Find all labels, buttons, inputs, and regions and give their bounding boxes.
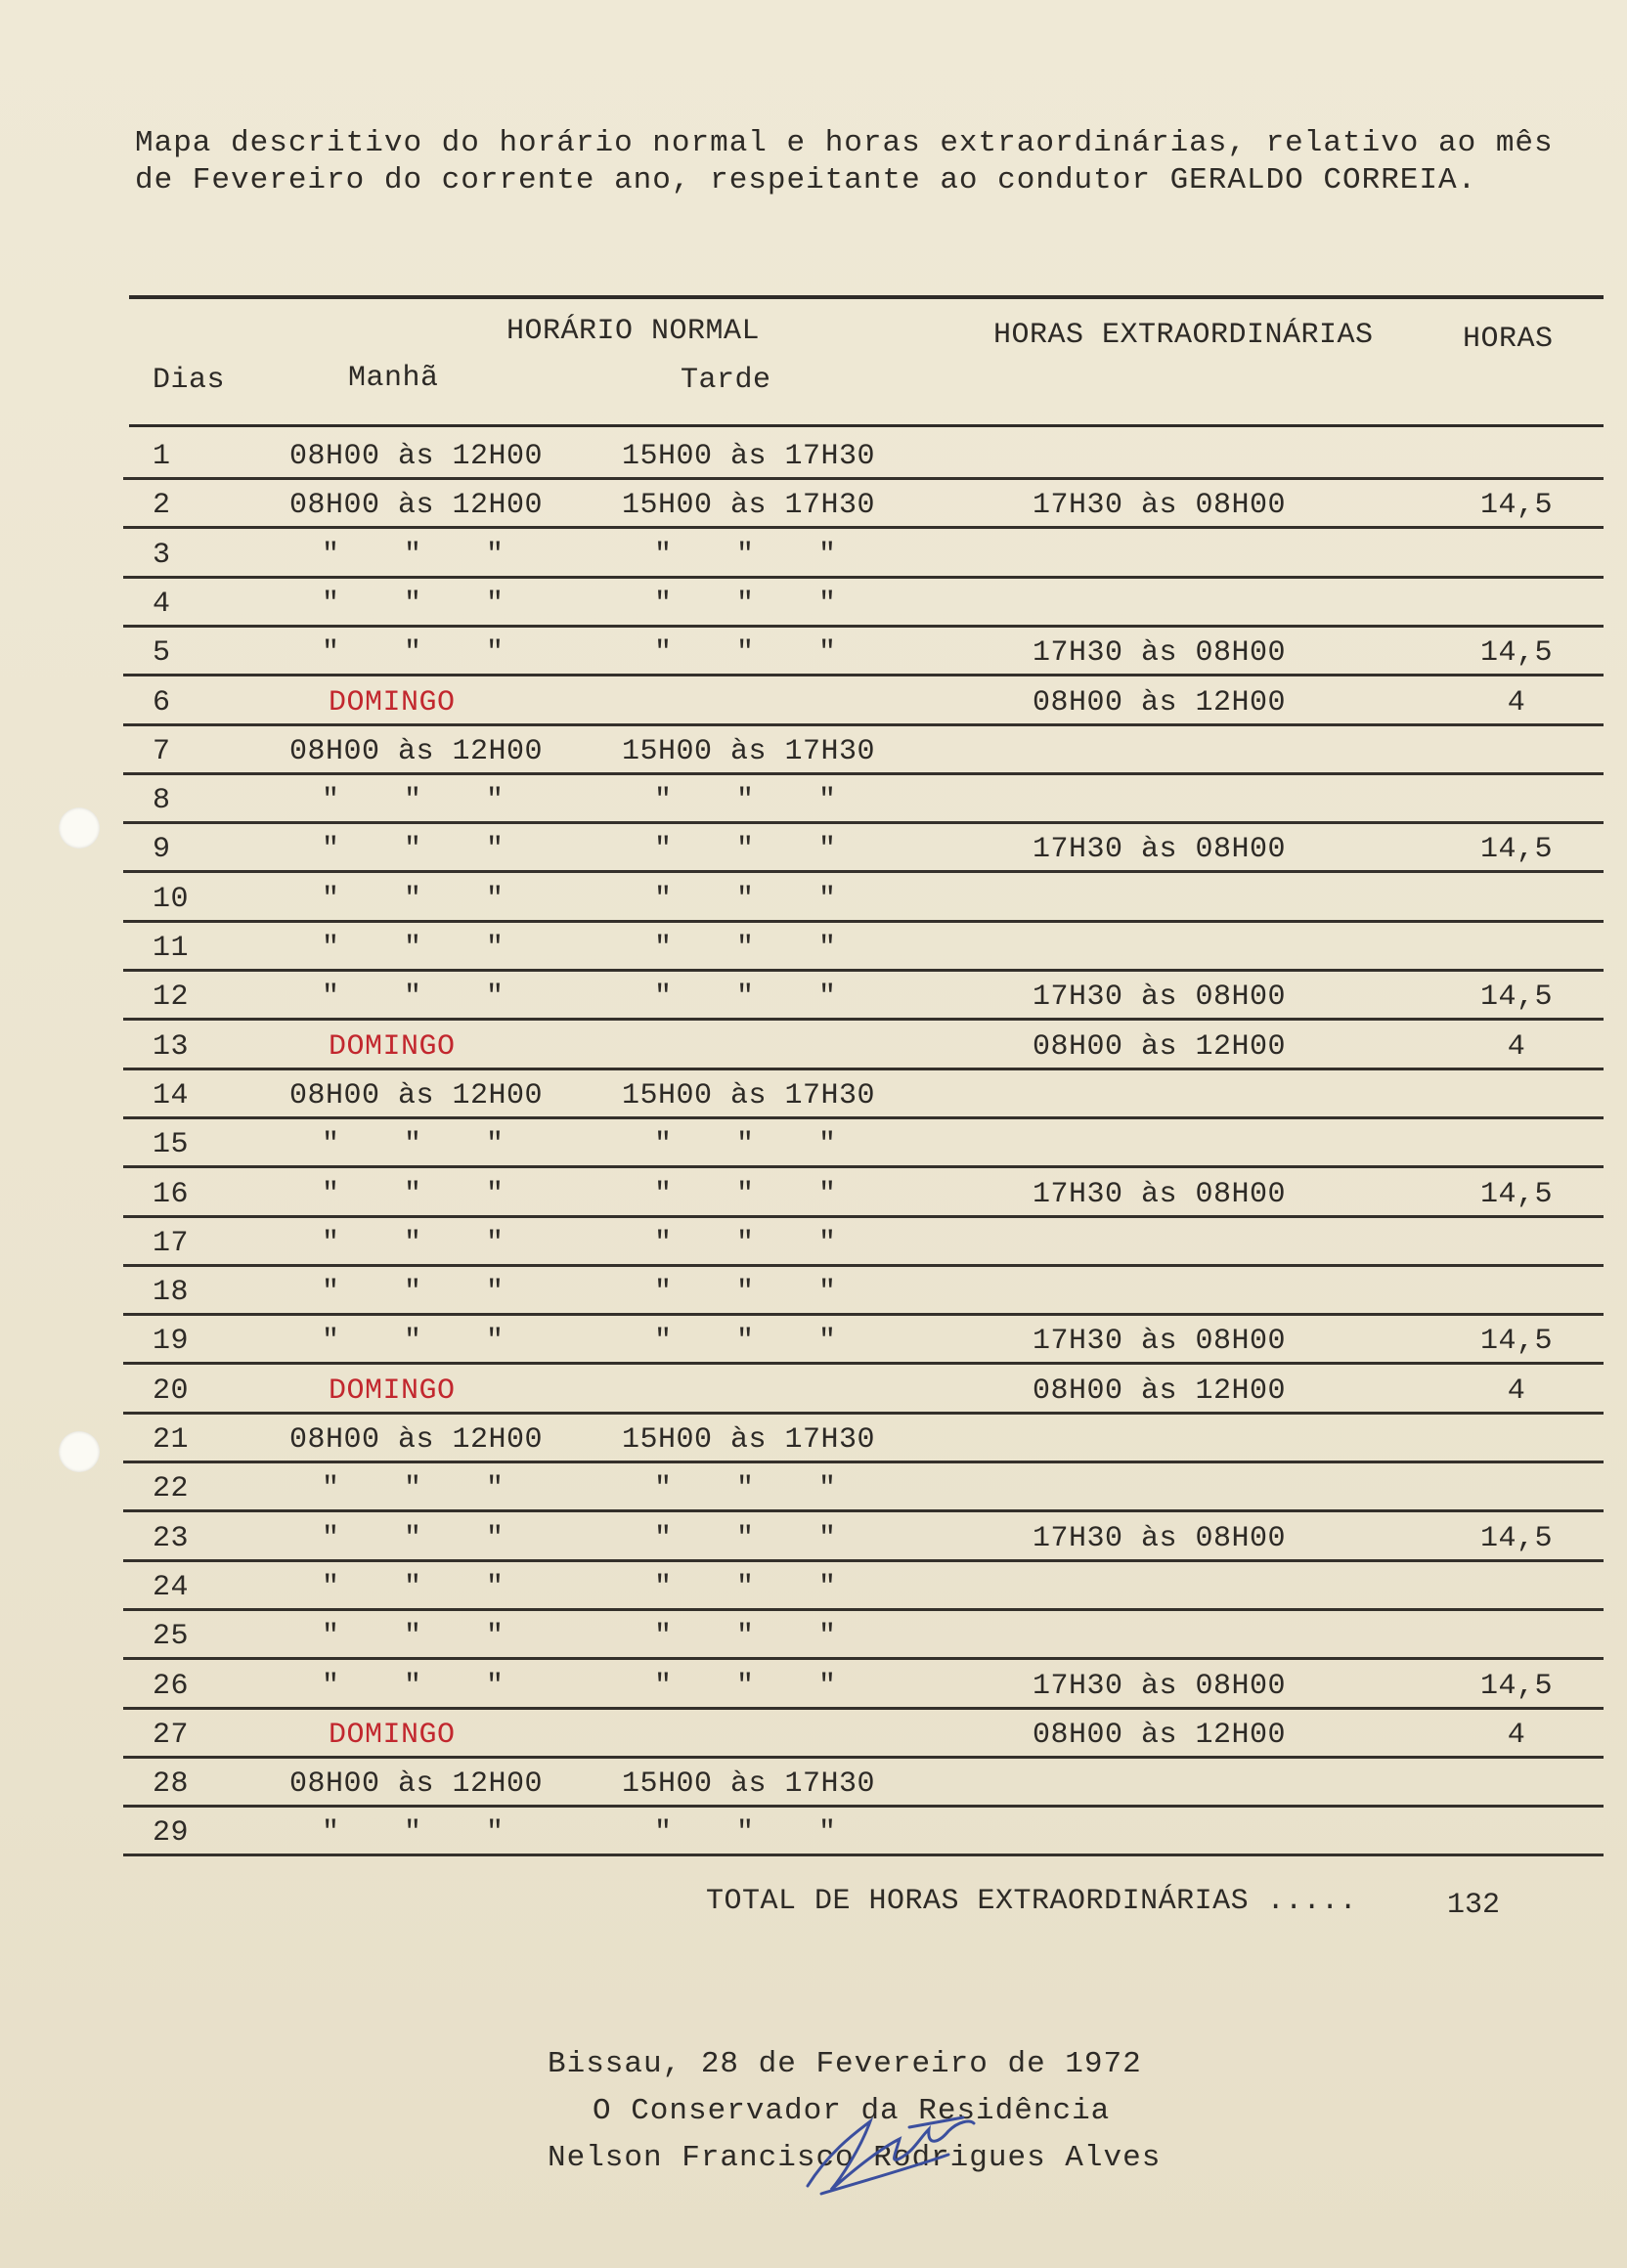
table-row: [123, 1264, 1604, 1316]
ditto-mark: ": [485, 1226, 504, 1260]
ditto-mark: ": [817, 882, 836, 916]
ditto-mark: ": [403, 1816, 421, 1851]
ditto-mark: ": [403, 784, 421, 818]
row-extra-hours: 17H30 às 08H00: [1033, 833, 1287, 867]
ditto-mark: ": [735, 636, 754, 671]
row-day: 14: [153, 1078, 190, 1112]
ditto-mark: ": [817, 636, 836, 671]
row-morning: 08H00 às 12H00: [289, 1423, 544, 1457]
row-day: 16: [153, 1177, 190, 1211]
row-hours-count: 14,5: [1479, 981, 1553, 1015]
row-hours-count: 14,5: [1479, 636, 1553, 671]
table-row: [123, 821, 1604, 873]
header-horas-extraordinarias: HORAS EXTRAORDINÁRIAS: [993, 319, 1374, 352]
ditto-mark: ": [735, 833, 754, 867]
ditto-mark: ": [321, 1521, 339, 1555]
row-hours-count: 4: [1507, 1029, 1526, 1064]
table-row: [123, 1510, 1604, 1562]
row-morning: [289, 1571, 536, 1604]
row-morning: [289, 1276, 536, 1309]
ditto-mark: ": [817, 1177, 836, 1211]
sunday-label: DOMINGO: [329, 1029, 456, 1064]
ditto-mark: ": [321, 932, 339, 965]
table-row: [123, 1658, 1604, 1710]
ditto-mark: ": [485, 932, 504, 965]
row-afternoon: [622, 1816, 868, 1850]
row-afternoon: [622, 1128, 868, 1161]
row-hours-count: 14,5: [1479, 833, 1553, 867]
ditto-mark: ": [735, 1570, 754, 1604]
sunday-label: DOMINGO: [329, 685, 456, 720]
ditto-mark: ": [403, 1276, 421, 1310]
ditto-mark: ": [653, 1669, 672, 1703]
ditto-mark: ": [817, 784, 836, 818]
ditto-mark: ": [321, 1226, 339, 1260]
ditto-mark: ": [735, 1521, 754, 1555]
row-morning: 08H00 às 12H00: [289, 1078, 544, 1112]
table-row: [123, 1707, 1604, 1759]
ditto-mark: ": [321, 1620, 339, 1654]
ditto-mark: ": [485, 1620, 504, 1654]
ditto-mark: ": [653, 1472, 672, 1506]
row-day: 17: [153, 1226, 190, 1260]
punch-hole: [59, 807, 100, 849]
row-morning: [289, 636, 536, 670]
signatory-role: O Conservador da Residência: [593, 2094, 1111, 2128]
ditto-mark: ": [485, 1472, 504, 1506]
ditto-mark: ": [403, 1177, 421, 1211]
ditto-mark: ": [817, 1325, 836, 1359]
table-row: [123, 675, 1604, 726]
row-extra-hours: 17H30 às 08H00: [1033, 981, 1287, 1015]
row-hours-count: 4: [1507, 1374, 1526, 1408]
row-afternoon: [622, 1227, 868, 1260]
ditto-mark: ": [485, 1521, 504, 1555]
row-day: 6: [153, 685, 171, 720]
table-row: [123, 1363, 1604, 1415]
ditto-mark: ": [485, 587, 504, 621]
ditto-mark: ": [653, 538, 672, 572]
place-date: Bissau, 28 de Fevereiro de 1972: [548, 2047, 1142, 2081]
ditto-mark: ": [653, 784, 672, 818]
row-morning: [289, 1472, 536, 1505]
sunday-label: DOMINGO: [329, 1718, 456, 1752]
ditto-mark: ": [403, 981, 421, 1015]
ditto-mark: ": [403, 1620, 421, 1654]
table-row: [123, 625, 1604, 676]
table-row: [123, 1019, 1604, 1070]
ditto-mark: ": [735, 882, 754, 916]
ditto-mark: ": [485, 636, 504, 671]
table-row: [123, 1559, 1604, 1611]
header-manha: Manhã: [348, 362, 439, 395]
row-morning: [289, 981, 536, 1014]
ditto-mark: ": [817, 1570, 836, 1604]
row-day: 11: [153, 932, 190, 965]
ditto-mark: ": [403, 1521, 421, 1555]
row-morning: [289, 1620, 536, 1653]
row-day: 25: [153, 1620, 190, 1654]
ditto-mark: ": [653, 587, 672, 621]
row-hours-count: 4: [1507, 685, 1526, 720]
total-value: 132: [1447, 1889, 1501, 1922]
row-day: 15: [153, 1128, 190, 1162]
ditto-mark: ": [817, 1128, 836, 1162]
ditto-mark: ": [653, 1177, 672, 1211]
ditto-mark: ": [321, 1472, 339, 1506]
ditto-mark: ": [653, 882, 672, 916]
header-horas: HORAS: [1463, 323, 1554, 356]
ditto-mark: ": [485, 1669, 504, 1703]
table-top-rule: [129, 295, 1604, 299]
row-afternoon: 15H00 às 17H30: [622, 1078, 876, 1112]
row-day: 28: [153, 1767, 190, 1802]
ditto-mark: ": [735, 1128, 754, 1162]
ditto-mark: ": [321, 1669, 339, 1703]
row-afternoon: [622, 1670, 868, 1703]
row-morning: 08H00 às 12H00: [289, 489, 544, 523]
row-morning: [289, 1670, 536, 1703]
row-afternoon: [622, 1620, 868, 1653]
ditto-mark: ": [403, 538, 421, 572]
row-morning: [289, 588, 536, 621]
row-afternoon: [622, 883, 868, 916]
table-row: [123, 969, 1604, 1021]
table-row: [123, 428, 1604, 480]
ditto-mark: ": [321, 882, 339, 916]
ditto-mark: ": [653, 636, 672, 671]
ditto-mark: ": [735, 1669, 754, 1703]
ditto-mark: ": [817, 587, 836, 621]
row-hours-count: 14,5: [1479, 1521, 1553, 1555]
ditto-mark: ": [735, 932, 754, 965]
ditto-mark: ": [653, 1128, 672, 1162]
row-day: 8: [153, 784, 171, 818]
row-day: 26: [153, 1669, 190, 1703]
ditto-mark: ": [817, 1816, 836, 1851]
row-afternoon: [622, 784, 868, 817]
ditto-mark: ": [817, 932, 836, 965]
ditto-mark: ": [403, 932, 421, 965]
ditto-mark: ": [817, 981, 836, 1015]
ditto-mark: ": [735, 1325, 754, 1359]
table-row: [123, 1412, 1604, 1463]
ditto-mark: ": [403, 636, 421, 671]
ditto-mark: ": [735, 538, 754, 572]
row-day: 12: [153, 981, 190, 1015]
row-day: 21: [153, 1423, 190, 1457]
row-hours-count: 14,5: [1479, 1177, 1553, 1211]
row-afternoon: [622, 833, 868, 866]
row-day: 5: [153, 636, 171, 671]
ditto-mark: ": [403, 1226, 421, 1260]
handwritten-signature: [802, 2110, 978, 2198]
row-hours-count: 14,5: [1479, 489, 1553, 523]
ditto-mark: ": [735, 981, 754, 1015]
row-day: 4: [153, 587, 171, 621]
ditto-mark: ": [653, 1620, 672, 1654]
row-day: 20: [153, 1374, 190, 1408]
row-day: 29: [153, 1816, 190, 1851]
row-extra-hours: 17H30 às 08H00: [1033, 636, 1287, 671]
ditto-mark: ": [321, 784, 339, 818]
ditto-mark: ": [817, 1276, 836, 1310]
ditto-mark: ": [485, 981, 504, 1015]
header-tarde: Tarde: [681, 364, 771, 397]
row-extra-hours: 08H00 às 12H00: [1033, 1374, 1287, 1408]
table-row: [123, 1756, 1604, 1808]
ditto-mark: ": [403, 1128, 421, 1162]
ditto-mark: ": [321, 587, 339, 621]
row-morning: [289, 1128, 536, 1161]
ditto-mark: ": [321, 1570, 339, 1604]
row-afternoon: [622, 539, 868, 572]
row-morning: [289, 539, 536, 572]
row-afternoon: [622, 588, 868, 621]
row-morning: [289, 833, 536, 866]
ditto-mark: ": [321, 1325, 339, 1359]
ditto-mark: ": [403, 587, 421, 621]
row-afternoon: [622, 1571, 868, 1604]
row-morning: [289, 932, 536, 965]
ditto-mark: ": [485, 1128, 504, 1162]
row-day: 23: [153, 1521, 190, 1555]
header-horario-normal: HORÁRIO NORMAL: [506, 315, 761, 348]
ditto-mark: ": [485, 1177, 504, 1211]
row-extra-hours: 08H00 às 12H00: [1033, 1029, 1287, 1064]
ditto-mark: ": [403, 1570, 421, 1604]
ditto-mark: ": [321, 1128, 339, 1162]
row-afternoon: [622, 1325, 868, 1358]
ditto-mark: ": [403, 1669, 421, 1703]
signatory-name: Nelson Francisco Rodrigues Alves: [548, 2141, 1162, 2175]
ditto-mark: ": [485, 784, 504, 818]
ditto-mark: ": [485, 1276, 504, 1310]
row-day: 22: [153, 1472, 190, 1506]
row-extra-hours: 08H00 às 12H00: [1033, 1718, 1287, 1752]
intro-paragraph: Mapa descritivo do horário normal e horas extraordinárias, relativo ao mês de Fevereiro do corrente ano, respeitante ao condutor GERALDO CORREIA.: [135, 126, 1573, 197]
ditto-mark: ": [485, 833, 504, 867]
row-hours-count: 14,5: [1479, 1669, 1553, 1703]
row-extra-hours: 17H30 às 08H00: [1033, 1669, 1287, 1703]
row-day: 1: [153, 440, 171, 473]
table-row: [123, 477, 1604, 529]
ditto-mark: ": [403, 833, 421, 867]
ditto-mark: ": [653, 1570, 672, 1604]
total-label: TOTAL DE HORAS EXTRAORDINÁRIAS .....: [706, 1885, 1358, 1918]
table-row: [123, 723, 1604, 775]
row-afternoon: [622, 1178, 868, 1211]
ditto-mark: ": [321, 538, 339, 572]
row-morning: 08H00 às 12H00: [289, 734, 544, 768]
header-bottom-rule: [129, 424, 1604, 427]
row-afternoon: 15H00 às 17H30: [622, 489, 876, 523]
row-extra-hours: 17H30 às 08H00: [1033, 1521, 1287, 1555]
ditto-mark: ": [735, 1816, 754, 1851]
row-afternoon: 15H00 às 17H30: [622, 440, 876, 473]
ditto-mark: ": [321, 1816, 339, 1851]
row-morning: [289, 1522, 536, 1555]
ditto-mark: ": [653, 1226, 672, 1260]
table-row: [123, 920, 1604, 972]
ditto-mark: ": [403, 1472, 421, 1506]
row-day: 7: [153, 734, 171, 768]
ditto-mark: ": [653, 1276, 672, 1310]
ditto-mark: ": [485, 1816, 504, 1851]
ditto-mark: ": [485, 1325, 504, 1359]
row-day: 24: [153, 1570, 190, 1604]
row-morning: 08H00 às 12H00: [289, 1767, 544, 1802]
table-row: [123, 576, 1604, 628]
row-morning: [289, 1227, 536, 1260]
row-day: 10: [153, 882, 190, 916]
row-extra-hours: 08H00 às 12H00: [1033, 685, 1287, 720]
row-afternoon: [622, 1522, 868, 1555]
table-row: [123, 1215, 1604, 1267]
row-day: 18: [153, 1276, 190, 1310]
row-morning: [289, 1325, 536, 1358]
ditto-mark: ": [403, 882, 421, 916]
row-afternoon: [622, 1276, 868, 1309]
punch-hole: [59, 1431, 100, 1472]
row-afternoon: 15H00 às 17H30: [622, 734, 876, 768]
table-row: [123, 1116, 1604, 1168]
row-morning: 08H00 às 12H00: [289, 440, 544, 473]
row-morning: [289, 1178, 536, 1211]
ditto-mark: ": [817, 1472, 836, 1506]
row-afternoon: [622, 1472, 868, 1505]
ditto-mark: ": [485, 538, 504, 572]
row-day: 19: [153, 1325, 190, 1359]
ditto-mark: ": [653, 833, 672, 867]
ditto-mark: ": [653, 981, 672, 1015]
table-row: [123, 1313, 1604, 1365]
row-afternoon: [622, 932, 868, 965]
row-afternoon: 15H00 às 17H30: [622, 1423, 876, 1457]
row-hours-count: 4: [1507, 1718, 1526, 1752]
ditto-mark: ": [321, 981, 339, 1015]
row-afternoon: [622, 981, 868, 1014]
row-day: 27: [153, 1718, 190, 1752]
ditto-mark: ": [817, 833, 836, 867]
ditto-mark: ": [485, 882, 504, 916]
ditto-mark: ": [735, 1276, 754, 1310]
ditto-mark: ": [653, 1521, 672, 1555]
table-row: [123, 1166, 1604, 1218]
table-row: [123, 1068, 1604, 1119]
row-day: 2: [153, 489, 171, 523]
row-day: 9: [153, 833, 171, 867]
table-row: [123, 527, 1604, 579]
row-morning: [289, 883, 536, 916]
ditto-mark: ": [653, 1816, 672, 1851]
ditto-mark: ": [817, 538, 836, 572]
ditto-mark: ": [321, 1177, 339, 1211]
ditto-mark: ": [817, 1226, 836, 1260]
row-hours-count: 14,5: [1479, 1325, 1553, 1359]
table-row: [123, 1805, 1604, 1856]
ditto-mark: ": [735, 587, 754, 621]
ditto-mark: ": [817, 1669, 836, 1703]
ditto-mark: ": [735, 1226, 754, 1260]
header-dias: Dias: [153, 364, 226, 397]
row-afternoon: 15H00 às 17H30: [622, 1767, 876, 1802]
ditto-mark: ": [653, 932, 672, 965]
table-row: [123, 871, 1604, 923]
row-extra-hours: 17H30 às 08H00: [1033, 489, 1287, 523]
ditto-mark: ": [321, 1276, 339, 1310]
table-row: [123, 772, 1604, 824]
sunday-label: DOMINGO: [329, 1374, 456, 1408]
row-extra-hours: 17H30 às 08H00: [1033, 1325, 1287, 1359]
ditto-mark: ": [653, 1325, 672, 1359]
table-row: [123, 1608, 1604, 1660]
ditto-mark: ": [485, 1570, 504, 1604]
ditto-mark: ": [735, 784, 754, 818]
row-day: 13: [153, 1029, 190, 1064]
ditto-mark: ": [817, 1521, 836, 1555]
ditto-mark: ": [735, 1472, 754, 1506]
row-morning: [289, 784, 536, 817]
row-morning: [289, 1816, 536, 1850]
ditto-mark: ": [735, 1177, 754, 1211]
table-row: [123, 1461, 1604, 1512]
row-day: 3: [153, 538, 171, 572]
row-extra-hours: 17H30 às 08H00: [1033, 1177, 1287, 1211]
ditto-mark: ": [321, 833, 339, 867]
ditto-mark: ": [735, 1620, 754, 1654]
ditto-mark: ": [321, 636, 339, 671]
ditto-mark: ": [403, 1325, 421, 1359]
ditto-mark: ": [817, 1620, 836, 1654]
row-afternoon: [622, 636, 868, 670]
